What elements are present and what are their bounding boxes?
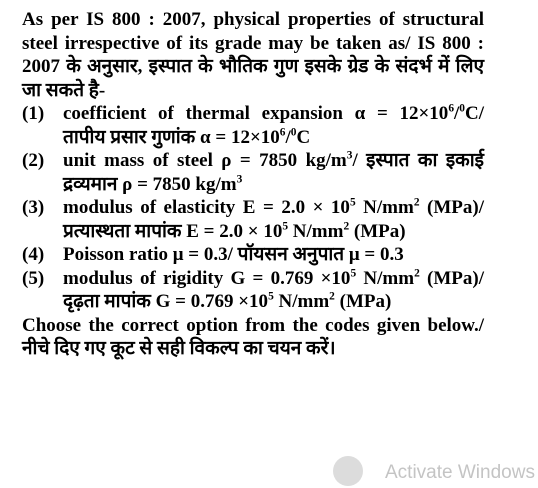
item-text: modulus of elasticity $E = 2.0 \times 10^5$ $N/mm^2$ (MPa)/ प्रत्यास्थता मापांक $E = 2.0 \times 10^5$ $N/mm^2$ (MPa) xyxy=(63,196,484,242)
item-number: (4) xyxy=(22,244,45,265)
list-item-4 xyxy=(22,243,484,267)
list-item-5 xyxy=(22,267,484,314)
item-number: (3) xyxy=(22,197,45,218)
closing-paragraph: Choose the correct option from the codes given below./ नीचे दिए गए कूट से सही विकल्प का चयन करें। xyxy=(22,314,484,359)
item-number: (5) xyxy=(22,267,45,289)
item-text: unit mass of steel ρ = 7850 $kg/m^3/$ इस्पात का इकाई द्रव्यमान ρ = 7850 $kg/m^3$ xyxy=(63,149,484,195)
question-text xyxy=(22,8,484,361)
item-text: coefficient of thermal expansion $\alpha = 12\times 10^6/^0C/$ तापीय प्रसार गुणांक $\alpha = 12\times 10^6/^0C$ xyxy=(63,102,484,148)
list-item-1 xyxy=(22,102,484,149)
windows-logo-icon xyxy=(333,456,363,486)
watermark-text: Activate Windows xyxy=(385,462,535,484)
item-text: Poisson ratio μ = 0.3/ पॉयसन अनुपात μ = 0.3 xyxy=(63,244,404,265)
item-number: (2) xyxy=(22,150,45,171)
list-item-3 xyxy=(22,196,484,243)
list-item-2 xyxy=(22,149,484,196)
item-text: modulus of rigidity $G = 0.769 \times 10^5$ $N/mm^2$ (MPa)/ दृढ़ता मापांक $G = 0.769 \times 10^5$ $N/mm^2$ (MPa) xyxy=(63,267,484,312)
item-number: (1) xyxy=(22,103,45,124)
intro-paragraph: As per IS 800 : 2007, physical properties of structural steel irrespective of its grade may be taken as/ IS 800 : 2007 के अनुसार, इस्पात के भौतिक गुण इसके ग्रेड के संदर्भ में लिए जा सकते है- xyxy=(22,9,484,101)
